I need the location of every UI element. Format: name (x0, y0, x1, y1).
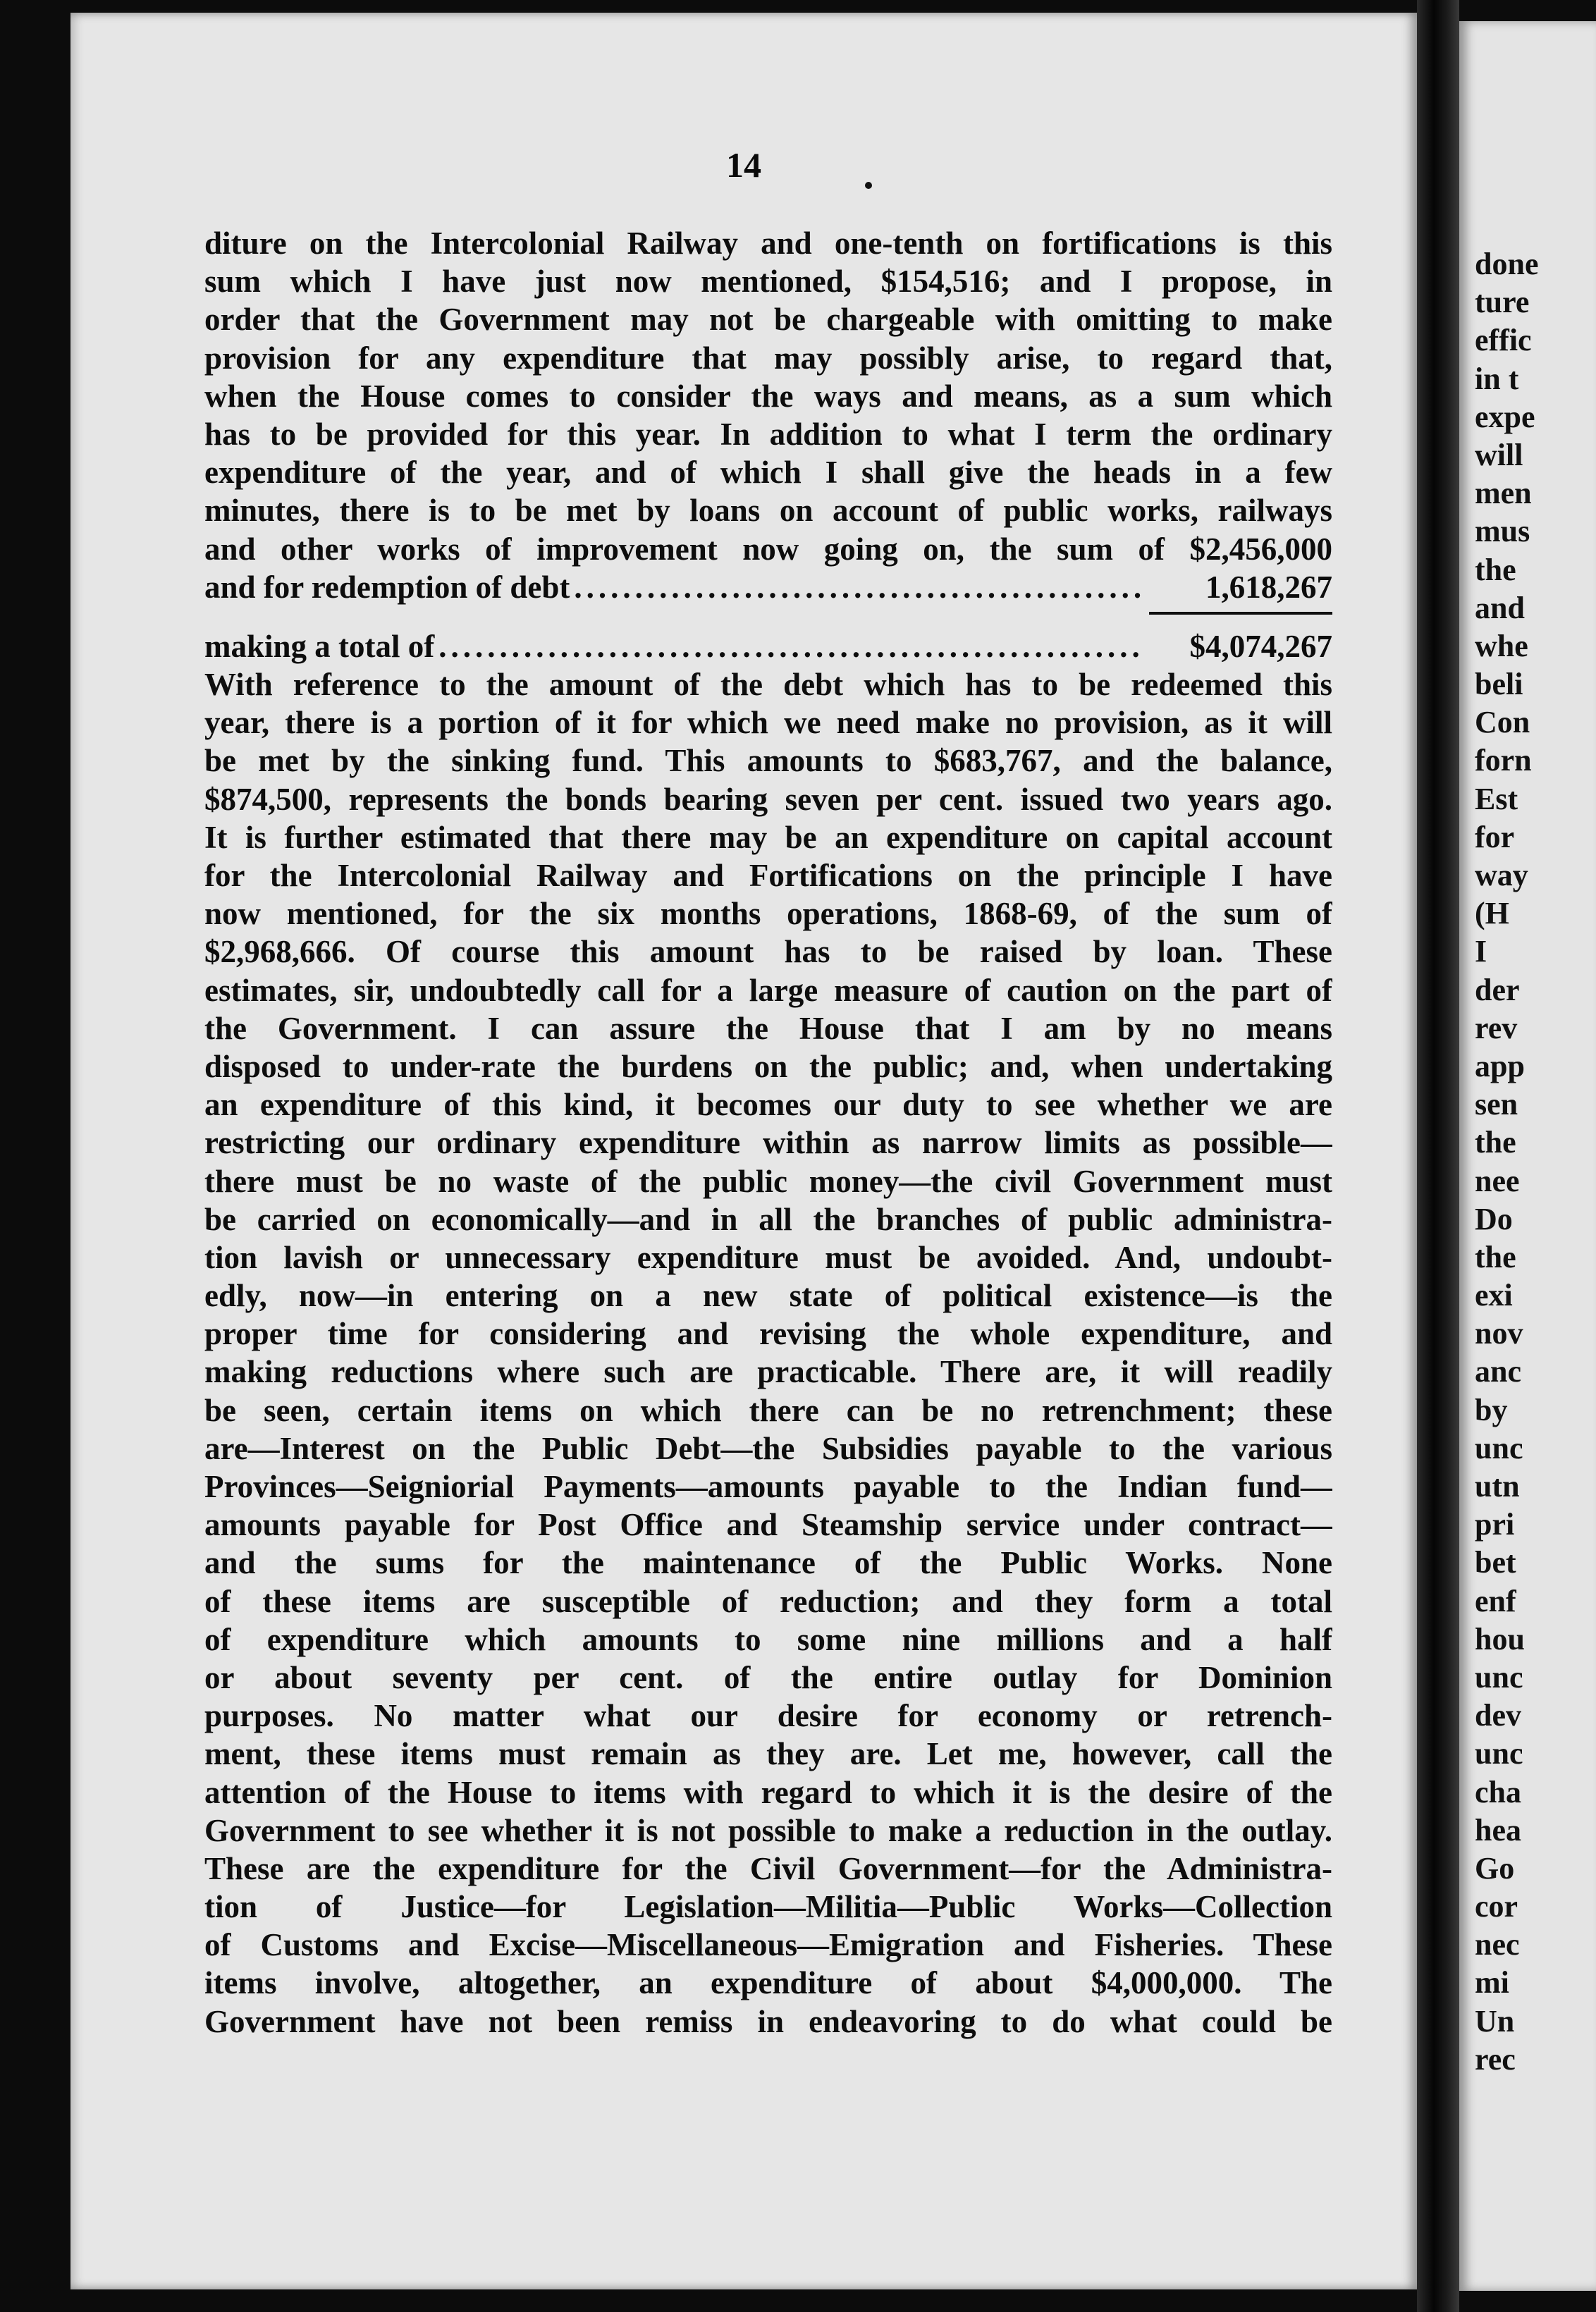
right-page-fragment: and (1475, 590, 1525, 625)
text-line: It is further estimated that there may be an expenditure on capital account (204, 819, 1332, 855)
text-line: restricting our ordinary expenditure within as narrow limits as possible— (204, 1125, 1332, 1161)
text-line: or about seventy per cent. of the entire outlay for Dominion (204, 1659, 1332, 1695)
right-page-fragment: for (1475, 819, 1515, 854)
right-page-fragment: the (1475, 1125, 1516, 1160)
right-page-fragment: bet (1475, 1545, 1516, 1580)
text-line: tion lavish or unnecessary expenditure must be avoided. And, undoubt- (204, 1239, 1332, 1275)
text-line: be seen, certain items on which there can be no retrenchment; these (204, 1392, 1332, 1428)
right-page-fragment: way (1475, 858, 1528, 892)
right-page-fragment: I (1475, 934, 1487, 969)
dot-leader: ............................................... (574, 569, 1146, 605)
right-page-fragment: hou (1475, 1621, 1525, 1656)
text-line: of these items are susceptible of reduction; and they form a total (204, 1583, 1332, 1619)
text-line: $874,500, represents the bonds bearing seven per cent. issued two years ago. (204, 781, 1332, 817)
text-line: an expenditure of this kind, it becomes our duty to see whether we are (204, 1087, 1332, 1123)
right-page-edge (1459, 21, 1596, 2291)
right-page-fragment: hea (1475, 1812, 1521, 1847)
right-page-fragment: exi (1475, 1278, 1513, 1313)
right-page-text (1475, 245, 1538, 2079)
text-line: tion of Justice—for Legislation—Militia—Public Works—Collection (204, 1889, 1332, 1925)
text-line: Provinces—Seigniorial Payments—amounts payable to the Indian fund— (204, 1469, 1332, 1504)
sum-rule-row (204, 606, 1332, 627)
right-page-fragment: pri (1475, 1507, 1515, 1542)
text-line: when the House comes to consider the ways and means, as a sum which (204, 378, 1332, 414)
paragraph-lines (204, 665, 1332, 2041)
redemption-label: and for redemption of debt (204, 569, 570, 605)
right-page-fragment: unc (1475, 1430, 1523, 1465)
text-line: has to be provided for this year. In addition to what I term the ordinary (204, 416, 1332, 452)
text-line: year, there is a portion of it for which we need make no provision, as it will (204, 705, 1332, 741)
dot-leader: .......................................................... (438, 628, 1144, 664)
right-page-fragment: expe (1475, 399, 1535, 434)
page-number: 14 (726, 145, 761, 185)
text-line: sum which I have just now mentioned, $154,516; and I propose, in (204, 264, 1332, 300)
right-page-fragment: (H (1475, 896, 1509, 931)
right-page-fragment: Un (1475, 2003, 1515, 2039)
right-page-fragment: will (1475, 437, 1523, 472)
right-page-fragment: Go (1475, 1850, 1515, 1886)
body-text (204, 224, 1332, 2041)
right-page-fragment: the (1475, 552, 1516, 587)
text-line: $2,968,666. Of course this amount has to be raised by loan. These (204, 934, 1332, 970)
text-line: there must be no waste of the public money—the civil Government must (204, 1163, 1332, 1199)
right-page-fragment: mus (1475, 514, 1530, 549)
text-line: purposes. No matter what our desire for economy or retrench- (204, 1698, 1332, 1734)
right-page-fragment: unc (1475, 1659, 1523, 1695)
total-amount: $4,074,267 (1189, 628, 1332, 664)
right-page-fragment: enf (1475, 1583, 1516, 1618)
right-page-fragment: rev (1475, 1010, 1518, 1045)
book-gutter (1417, 0, 1459, 2312)
right-page-fragment: mi (1475, 1965, 1509, 2000)
right-page-fragment: cha (1475, 1774, 1521, 1809)
right-page-fragment: cor (1475, 1889, 1518, 1924)
right-page-fragment: sen (1475, 1087, 1518, 1122)
text-line: minutes, there is to be met by loans on account of public works, railways (204, 493, 1332, 529)
right-page-fragment: app (1475, 1048, 1525, 1083)
text-line: the Government. I can assure the House that I am by no means (204, 1010, 1332, 1046)
right-page-fragment: der (1475, 972, 1520, 1007)
text-line: These are the expenditure for the Civil Government—for the Administra- (204, 1850, 1332, 1886)
right-page-fragment: ture (1475, 285, 1530, 320)
right-page-fragment: done (1475, 247, 1539, 281)
right-page-fragment: effic (1475, 323, 1532, 358)
text-line: and the sums for the maintenance of the Public Works. None (204, 1545, 1332, 1581)
text-line: Government have not been remiss in endeavoring to do what could be (204, 2003, 1332, 2039)
text-line: be met by the sinking fund. This amounts to $683,767, and the balance, (204, 743, 1332, 779)
right-page-fragment: Con (1475, 705, 1530, 740)
text-line: provision for any expenditure that may possibly arise, to regard that, (204, 340, 1332, 376)
right-page-fragment: dev (1475, 1698, 1521, 1733)
total-label: making a total of (204, 628, 435, 664)
text-line: and other works of improvement now going on, the sum of $2,456,000 (204, 531, 1332, 567)
right-page-fragment: unc (1475, 1736, 1523, 1771)
right-page-fragment: anc (1475, 1354, 1521, 1389)
text-line: edly, now—in entering on a new state of political existence—is the (204, 1278, 1332, 1314)
text-line: of expenditure which amounts to some nine millions and a half (204, 1621, 1332, 1657)
text-line: now mentioned, for the six months operations, 1868-69, of the sum of (204, 896, 1332, 932)
right-page-fragment: nec (1475, 1927, 1520, 1962)
text-line: estimates, sir, undoubtedly call for a large measure of caution on the part of (204, 972, 1332, 1008)
right-page-fragment: nov (1475, 1316, 1523, 1351)
text-line: items involve, altogether, an expenditure of about $4,000,000. The (204, 1965, 1332, 2001)
total-row (204, 627, 1332, 665)
right-page-fragment: whe (1475, 628, 1528, 663)
right-page-fragment: men (1475, 476, 1532, 511)
text-line: disposed to under-rate the burdens on the public; and, when undertaking (204, 1048, 1332, 1084)
text-line: making reductions where such are practicable. There are, it will readily (204, 1354, 1332, 1390)
text-line: amounts payable for Post Office and Steamship service under contract— (204, 1507, 1332, 1543)
right-page-fragment: Est (1475, 781, 1518, 816)
text-line: diture on the Intercolonial Railway and one-tenth on fortifications is this (204, 226, 1332, 261)
right-page-fragment: Do (1475, 1201, 1513, 1236)
redemption-row (204, 568, 1332, 606)
right-page-fragment: the (1475, 1239, 1516, 1274)
sum-rule (1149, 612, 1332, 615)
text-line: ment, these items must remain as they are. Let me, however, call the (204, 1736, 1332, 1772)
right-page-fragment: beli (1475, 667, 1523, 702)
text-line: attention of the House to items with regard to which it is the desire of the (204, 1774, 1332, 1810)
right-page-fragment: by (1475, 1392, 1508, 1427)
redemption-amount: 1,618,267 (1205, 569, 1332, 605)
text-line: be carried on economically—and in all the branches of public administra- (204, 1201, 1332, 1237)
printer-mark (865, 182, 872, 189)
text-line: order that the Government may not be chargeable with omitting to make (204, 302, 1332, 338)
text-line: expenditure of the year, and of which I shall give the heads in a few (204, 455, 1332, 491)
right-page-fragment: rec (1475, 2041, 1516, 2077)
right-page-fragment: nee (1475, 1163, 1520, 1198)
right-page-fragment: utn (1475, 1469, 1520, 1504)
text-line: of Customs and Excise—Miscellaneous—Emigration and Fisheries. These (204, 1927, 1332, 1963)
text-line: for the Intercolonial Railway and Fortifications on the principle I have (204, 858, 1332, 893)
text-line: proper time for considering and revising the whole expenditure, and (204, 1316, 1332, 1352)
right-page-fragment: forn (1475, 743, 1532, 778)
right-page-fragment: in t (1475, 361, 1519, 396)
text-line: Government to see whether it is not possible to make a reduction in the outlay. (204, 1812, 1332, 1848)
text-line: With reference to the amount of the debt which has to be redeemed this (204, 667, 1332, 703)
text-line: are—Interest on the Public Debt—the Subsidies payable to the various (204, 1430, 1332, 1466)
